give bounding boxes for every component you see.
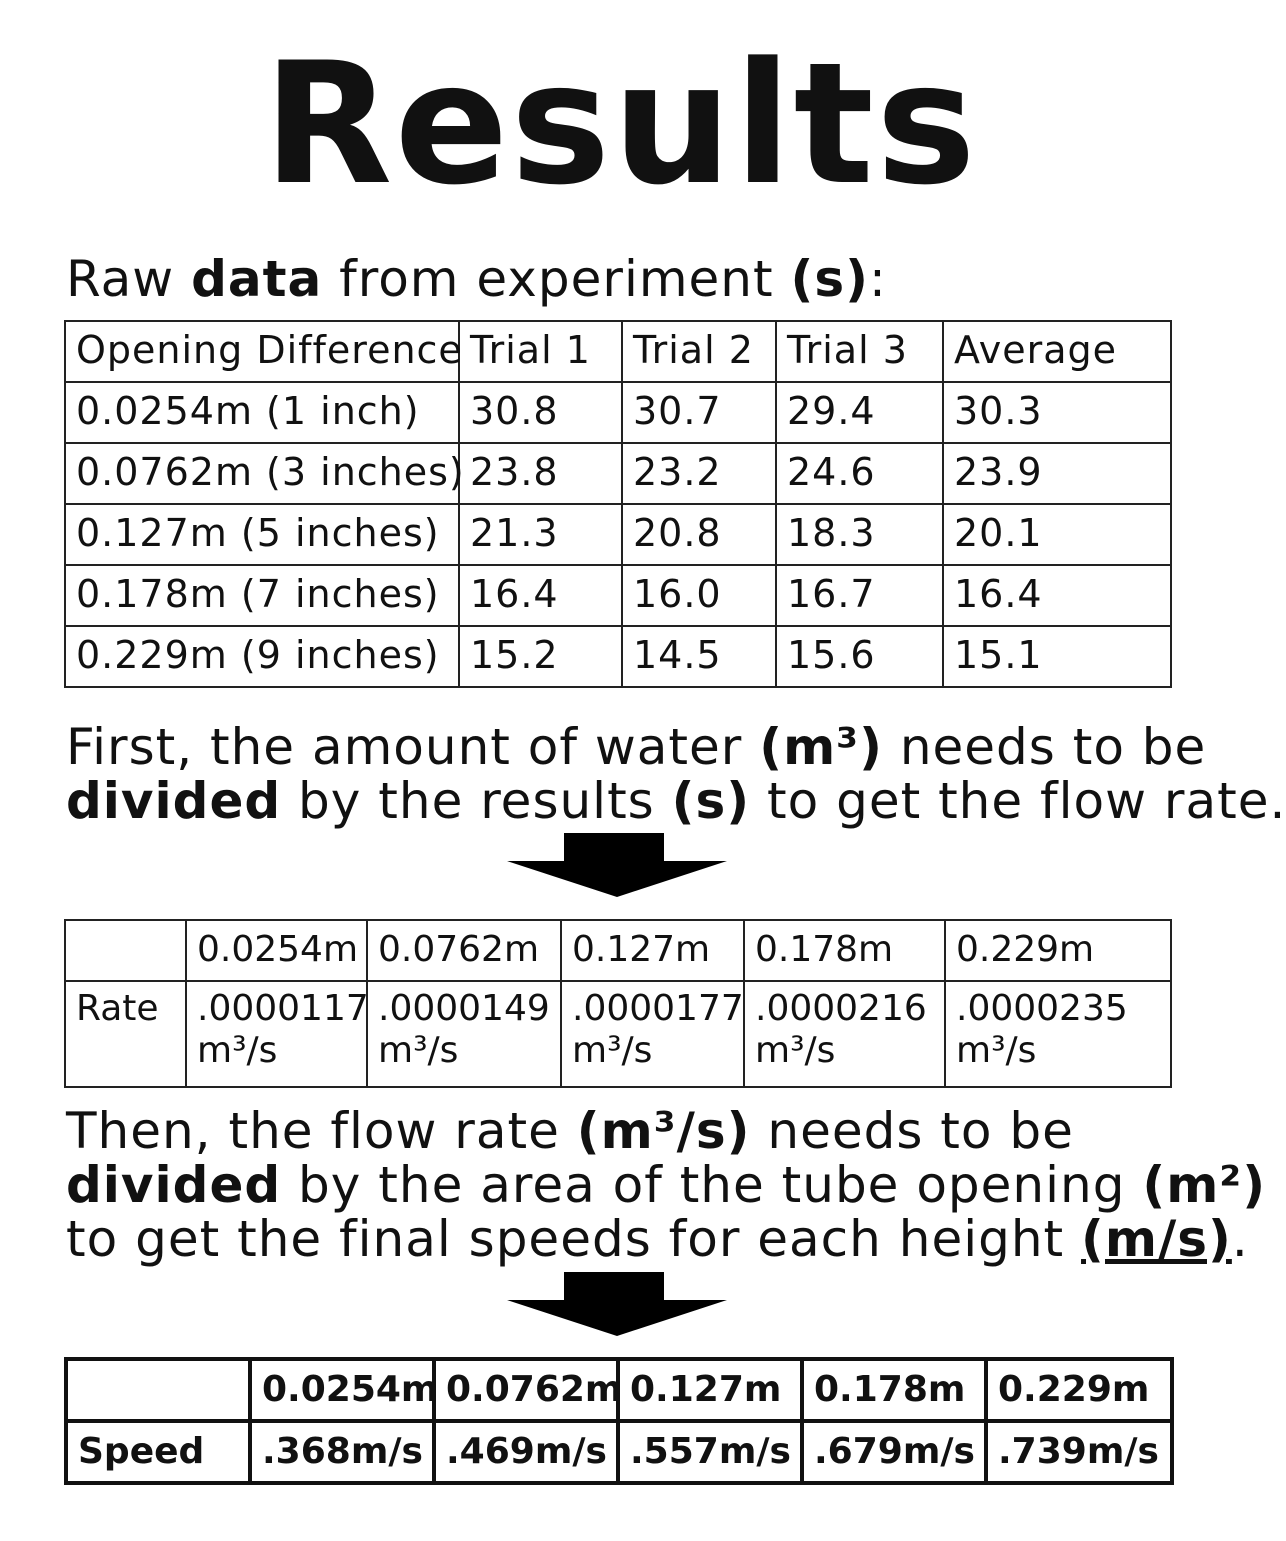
table-cell: 23.2 [622,443,776,504]
step1-instruction [66,720,1286,828]
rate-unit: m³/s [755,1030,836,1071]
table-header: 0.127m [618,1359,802,1421]
table-header: 0.0762m [367,920,561,981]
rate-value: .0000149 [378,988,550,1029]
rate-unit: m³/s [378,1030,459,1071]
table-header: 0.229m [945,920,1171,981]
table-header: Trial 1 [459,321,622,382]
table-cell: 23.8 [459,443,622,504]
table-header: 0.229m [986,1359,1172,1421]
raw-data-table [64,320,1172,688]
table-header: 0.127m [561,920,744,981]
table-cell [945,981,1171,1087]
instruction-line: Then, the flow rate (m³/s) needs to be [66,1102,1074,1160]
table-header [66,1359,250,1421]
table-header: 0.178m [802,1359,986,1421]
down-arrow-icon [507,833,727,897]
table-header: 0.0762m [434,1359,618,1421]
table-cell: 15.6 [776,626,943,687]
table-cell: 0.127m (5 inches) [65,504,459,565]
table-header [65,920,186,981]
table-cell: .679m/s [802,1421,986,1483]
table-header-row [65,321,1171,382]
step2-instruction [66,1104,1266,1266]
rate-value: .0000177 [572,988,744,1029]
table-header: 0.0254m [186,920,367,981]
instruction-line: divided by the area of the tube opening (m²) [66,1156,1267,1214]
table-cell: 30.3 [943,382,1171,443]
table-row [65,443,1171,504]
instruction-line: First, the amount of water (m³) needs to be [66,718,1207,776]
page-title: Results [263,26,978,222]
table-cell: 18.3 [776,504,943,565]
rate-value: .0000235 [956,988,1128,1029]
table-cell: 16.4 [943,565,1171,626]
table-cell [186,981,367,1087]
table-header: 0.178m [744,920,945,981]
table-header: Average [943,321,1171,382]
table-header: Opening Difference [65,321,459,382]
table-cell: 0.0254m (1 inch) [65,382,459,443]
instruction-line: to get the final speeds for each height (m/s). [66,1210,1249,1268]
table-row [66,1421,1172,1483]
down-arrow-icon [507,1272,727,1336]
table-cell: 16.0 [622,565,776,626]
table-row [65,504,1171,565]
table-cell: 0.229m (9 inches) [65,626,459,687]
table-cell: 16.7 [776,565,943,626]
table-header: Trial 2 [622,321,776,382]
table-cell: 21.3 [459,504,622,565]
table-cell: 30.8 [459,382,622,443]
row-label: Speed [66,1421,250,1483]
rate-unit: m³/s [197,1030,278,1071]
table-cell: 0.178m (7 inches) [65,565,459,626]
table-cell: 24.6 [776,443,943,504]
table-cell: 20.1 [943,504,1171,565]
rate-value: .0000216 [755,988,927,1029]
table-cell: 20.8 [622,504,776,565]
table-row [65,626,1171,687]
table-cell: .739m/s [986,1421,1172,1483]
table-header: 0.0254m [250,1359,434,1421]
raw-data-caption: Raw data from experiment (s): [66,250,887,308]
rate-unit: m³/s [956,1030,1037,1071]
table-cell: .557m/s [618,1421,802,1483]
table-cell: .469m/s [434,1421,618,1483]
flow-rate-table [64,919,1172,1088]
table-header-row [66,1359,1172,1421]
table-header-row [65,920,1171,981]
table-cell: 14.5 [622,626,776,687]
rate-unit: m³/s [572,1030,653,1071]
table-cell: 0.0762m (3 inches) [65,443,459,504]
table-row [65,981,1171,1087]
table-cell [561,981,744,1087]
speed-table [64,1357,1174,1485]
table-cell: .368m/s [250,1421,434,1483]
table-cell: 16.4 [459,565,622,626]
table-header: Trial 3 [776,321,943,382]
rate-value: .0000117 [197,988,369,1029]
table-cell: 30.7 [622,382,776,443]
table-cell: 29.4 [776,382,943,443]
row-label: Rate [65,981,186,1087]
table-row [65,565,1171,626]
table-cell: 23.9 [943,443,1171,504]
table-cell: 15.2 [459,626,622,687]
table-cell: 15.1 [943,626,1171,687]
table-cell [744,981,945,1087]
instruction-line: divided by the results (s) to get the flow rate. [66,772,1286,830]
table-row [65,382,1171,443]
table-cell [367,981,561,1087]
